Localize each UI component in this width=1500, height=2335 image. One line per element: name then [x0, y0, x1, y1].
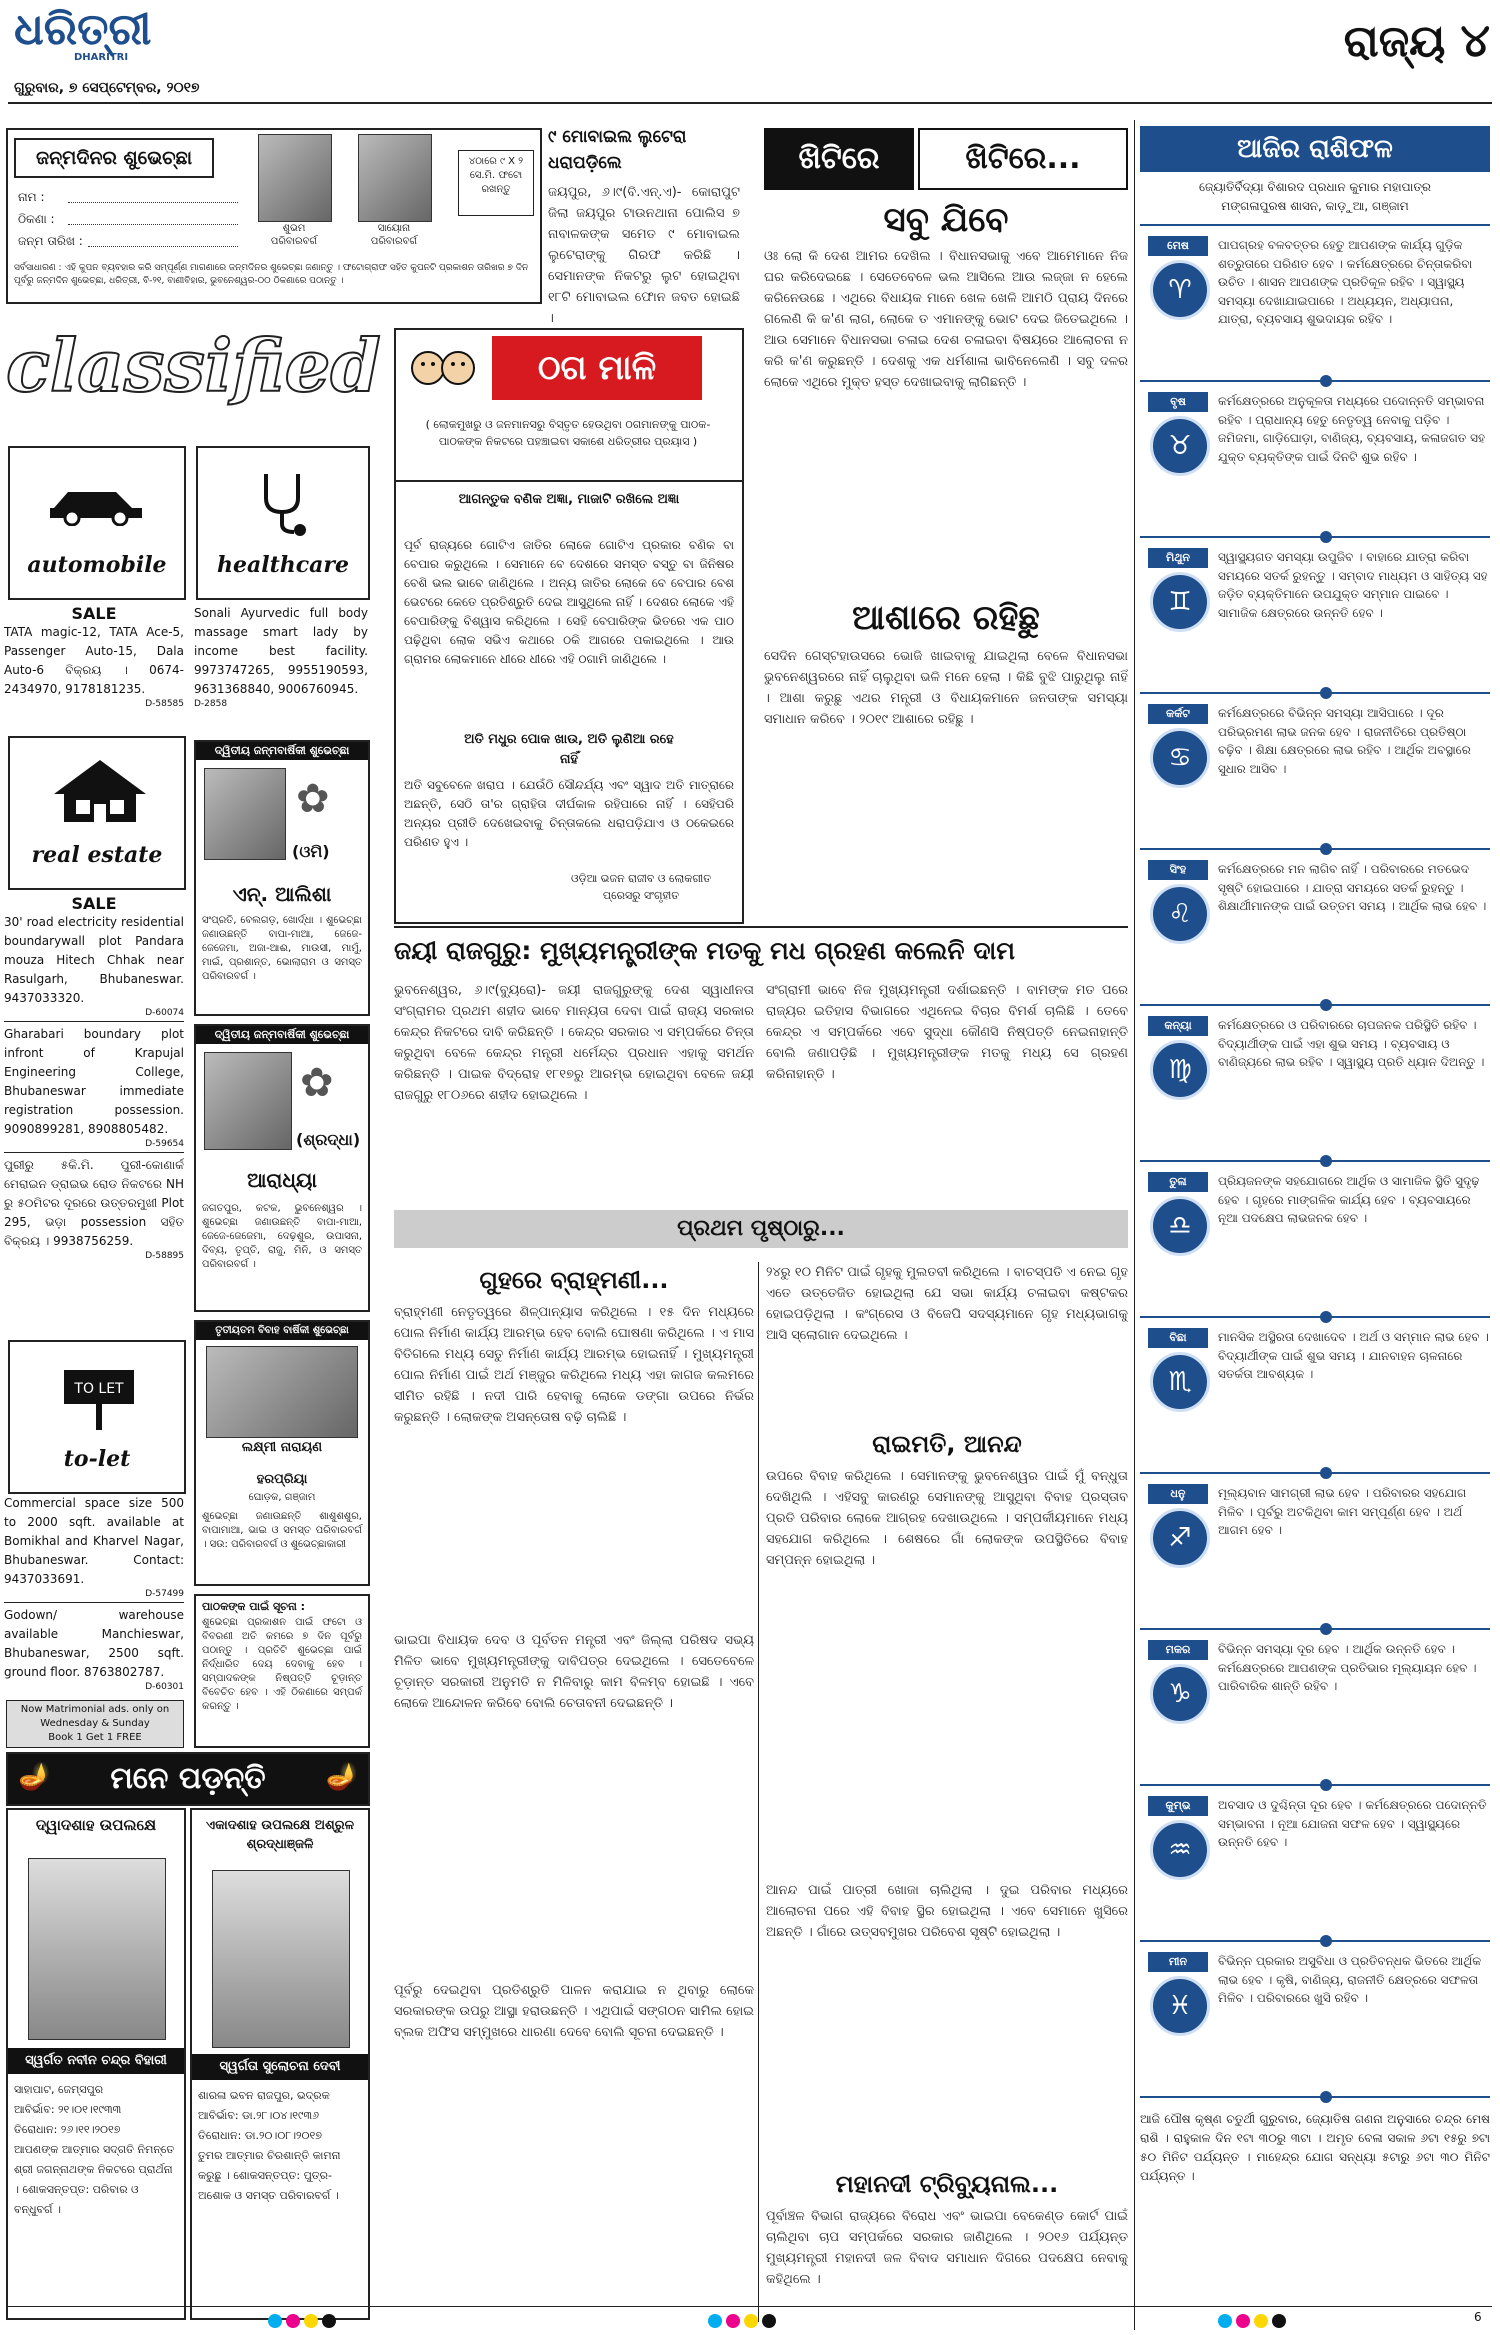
dob-field[interactable] — [88, 246, 238, 247]
section-title — [1250, 8, 1490, 78]
rashi-entry — [1140, 1796, 1490, 1951]
registration-mark-magenta — [1236, 2314, 1250, 2328]
rashi-divider-dot — [1320, 375, 1332, 387]
registration-mark-cyan — [1218, 2314, 1232, 2328]
section-name: ରାଜ୍ୟ — [1343, 16, 1446, 67]
to-let-ad-1: Commercial space size 500 to 2000 sqft. available at Bomikhal and Kharvel Nagar, Bhubaneswar. Contact: 9437033691. — [4, 1496, 184, 1586]
obituary-right-heading: ଏକାଦଶାହ ଉପଲକ୍ଷେ ଅଶ୍ରୁଳ ଶ୍ରଦ୍ଧାଞ୍ଜଳି — [206, 1818, 354, 1852]
greeting-1-photo — [204, 768, 286, 860]
goat-icon: ♑ — [1150, 1664, 1210, 1724]
rashifal-header: ଆଜିର ରାଶିଫଳ — [1140, 126, 1490, 172]
automobile-label: automobile — [27, 552, 167, 578]
khitire-body-1: ଓଃ ଲୋ କି ଦେଶ ଆମର ଦେଖିଲ । ବିଧାନସଭାକୁ ଏବେ ଆମେମାନେ ନିଜ ଘର କରିଦେଇଛେ । ସେତେବେଳେ ଭଲ ଆସିଲେ ଆଉ ଲଜ୍ଜା ନ ହେଲେ କରିନେଉଛେ । ଏଥିରେ ବିଧାୟକ ମାନେ ଖେଳ ଖେଳି ଆମଠି ପ୍ରାୟ ଦିନରେ ଗଲେଣି କି କ'ଣ ଲାଗ, ଲୋକେ ତ ଏମାନଙ୍କୁ ଭୋଟ ଦେଇ ଜିତେଇଥିଲେ । ଆଉ ସେମାନେ ବିଧାନସଭା ଚଳାଇ ଦେଶ ଚଳାଇବା ବିଷୟରେ ଆଲୋଚନା ନ କରି କ'ଣ କରୁଛନ୍ତି । ଦେଶକୁ ଏକ ଧର୍ମଶାଳା ଭାବିନେଲେଣି । ସବୁ ଦଳର ଲୋକେ ଏଥିରେ ମୁକ୍ତ ହସ୍ତ ଦେଖାଇବାକୁ ଲାଗିଛନ୍ତି । — [764, 249, 1128, 390]
address-field[interactable] — [68, 224, 238, 225]
svg-text:TO LET: TO LET — [74, 1381, 124, 1397]
main-news-headline: ଜୟୀ ରାଜଗୁରୁ: ମୁଖ୍ୟମନ୍ତ୍ରୀଙ୍କ ମତକୁ ମଧ ଗ୍ରହଣ କଲେନି ଦାମ — [394, 936, 1015, 965]
rashi-divider — [1140, 1784, 1490, 1786]
rashi-name: ମକର — [1148, 1640, 1208, 1660]
automobile-ad-text: TATA magic-12, TATA Ace-5, Passenger Auto-15, Dala Auto-6 ବିକ୍ରୟ । 0674-2434970, 9178181235. — [4, 625, 184, 696]
ad-divider — [4, 1602, 184, 1603]
greeting-3-photo — [206, 1346, 358, 1438]
to-let-sign-icon — [56, 1362, 146, 1432]
masthead-logo — [14, 4, 224, 64]
rashi-name: ମୀନ — [1148, 1952, 1208, 1972]
rashi-entry — [1140, 392, 1490, 547]
khitire-banner-left: ଖିଟିରେ — [764, 128, 914, 190]
rashi-text: କର୍ମକ୍ଷେତ୍ରରେ ବିଭିନ୍ନ ସମସ୍ୟା ଆସିପାରେ । ଦୂର ପରିଭ୍ରମଣ ଲାଭ ଜନକ ହେବ । ରାଜନୀତିରେ ପ୍ରତିଷ୍ଠା ବଢ଼ିବ । ଶିକ୍ଷା କ୍ଷେତ୍ରରେ ଲାଭ ରହିବ । ଆର୍ଥିକ ଅବସ୍ଥାରେ ସୁଧାର ଆସିବ । — [1218, 706, 1471, 776]
obituary-right-photo — [212, 1870, 350, 2048]
mobile-news-body: ଜୟପୁର, ୬।୯(ବି.ଏନ୍.ଏ)- କୋରାପୁଟ ଜିଲା ଜୟପୁର ଟାଉନଥାନା ପୋଲିସ ୭ ନାବାଳକଙ୍କ ସମେତ ୯ ମୋବାଇଲ ଲୁଟେରାଙ୍କୁ ଗିରଫ କରିଛି । ସେମାନଙ୍କ ନିକଟରୁ ଲୁଟ ହୋଇଥିବା ୧୮ଟି ମୋବାଇଲ ଫୋନ ଜବତ ହୋଇଛି । — [548, 185, 740, 326]
photo-2-caption: ସାୟୋନା ପରିବାରବର୍ଗ — [370, 223, 418, 247]
rashifal-rule — [1140, 224, 1490, 226]
prathama-body-6: ଆନନ୍ଦ ପାଇଁ ପାତ୍ରୀ ଖୋଜା ଚାଲିଥିଲା । ଦୁଇ ପରିବାର ମଧ୍ୟରେ ଆଲୋଚନା ପରେ ଏହି ବିବାହ ସ୍ଥିର ହୋଇଥିଲା । ଏବେ ସେମାନେ ଖୁସିରେ ଅଛନ୍ତି । ଗାଁରେ ଉତ୍ସବମୁଖର ପରିବେଶ ସୃଷ୍ଟି ହୋଇଥିଲା । — [766, 1883, 1128, 1940]
khitire-body-2: ସେଦିନ ଗେସ୍ଟହାଉସରେ ଭୋଜି ଖାଇବାକୁ ଯାଇଥିଲା ବେଳେ ବିଧାନସଭା ଭୁବନେଶ୍ୱରରେ ନାହିଁ ଚାଲୁଥିବା ଭଳି ମନେ ହେଲା । କିଛି ବୁଝି ପାରୁଥିଲୁ ନାହିଁ । ଆଶା କରୁଛୁ ଏଥର ମନ୍ତ୍ରୀ ଓ ବିଧାୟକମାନେ ଜନତାଙ୍କ ସମସ୍ୟା ସମାଧାନ କରିବେ । ୨୦୧୯ ଆଶାରେ ରହିଛୁ । — [764, 649, 1128, 727]
khitire-headline-1: ସବୁ ଯିବେ — [883, 200, 1009, 240]
crab-icon: ♋ — [1150, 728, 1210, 788]
car-icon — [46, 478, 146, 518]
thagamali-rule — [396, 480, 742, 482]
reader-note-text: ଶୁଭେଚ୍ଛା ପ୍ରକାଶନ ପାଇଁ ଫଟୋ ଓ ବିବରଣୀ ଅତି କମରେ ୭ ଦିନ ପୂର୍ବରୁ ପଠାନ୍ତୁ । ପ୍ରତିଟି ଶୁଭେଚ୍ଛା ପାଇଁ ନିର୍ଦ୍ଧାରିତ ଦେୟ ଦେବାକୁ ହେବ । ସମ୍ପାଦକଙ୍କ ନିଷ୍ପତ୍ତି ଚୂଡ଼ାନ୍ତ ବିବେଚିତ ହେବ । ଏହି ଠିକଣାରେ ସମ୍ପର୍କ କରନ୍ତୁ । — [202, 1617, 362, 1712]
rashi-divider — [1140, 1472, 1490, 1474]
rashi-name: ମିଥୁନ — [1148, 548, 1208, 568]
healthcare-ad — [194, 604, 368, 736]
real-estate-ad-3: ପୁରୀରୁ ୫କି.ମି. ପୁରୀ-କୋଣାର୍କ ମେରାଇନ ଡ୍ରାଇଭ ରୋଡ ନିକଟରେ NH ରୁ ୫୦ମିଟର ଦୂରରେ ଉତ୍ତରମୁଖୀ Plot 295, ଭଡ଼ା possession ସହିତ ବିକ୍ରୟ । 9938756259. — [4, 1158, 184, 1248]
rashi-divider-dot — [1320, 687, 1332, 699]
greeting-2-title: ଦ୍ୱିତୀୟ ଜନ୍ମବାର୍ଷିକୀ ଶୁଭେଚ୍ଛା — [196, 1026, 368, 1044]
rashi-text: ଅବସାଦ ଓ ଦୁଶ୍ଚିନ୍ତା ଦୂର ହେବ । କର୍ମକ୍ଷେତ୍ରରେ ପଦୋନ୍ନତି ସମ୍ଭାବନା । ନୂଆ ଯୋଜନା ସଫଳ ହେବ । ସ୍ୱାସ୍ଥ୍ୟରେ ଉନ୍ନତି ହେବ । — [1218, 1798, 1487, 1849]
prathama-headline-1: ଗୁହରେ ବ୍ରାହ୍ମଣୀ... — [479, 1266, 669, 1294]
prathama-banner: ପ୍ରଥମ ପୃଷ୍ଠାରୁ... — [394, 1210, 1128, 1248]
column-divider — [758, 1262, 759, 2322]
ad-divider — [4, 1021, 184, 1022]
obituary-right-text: ଶାରଳା ଭବନ ରାଜପୁର, ଭଦ୍ରକ ଆବିର୍ଭାବ: ଡା.୨୮।୦୪।୧୯୩୬ ତିରୋଧାନ: ଡା.୨୦।୦୮।୨୦୧୭ ତୁମର ଆତ୍ମାର ଚିରଶାନ୍ତି କାମନା କରୁଛୁ । ଶୋକସନ୍ତପ୍ତ: ପୁତ୍ର-ଅଶୋକ ଓ ସମସ୍ତ ପରିବାରବର୍ଗ । — [198, 2089, 341, 2202]
to-let-ads — [4, 1494, 184, 1694]
greeting-2-photo — [204, 1052, 292, 1150]
thagamali-credit: ଓଡ଼ିଆ ଭଜନ ରାଜୀବ ଓ ଲୋକଗୀତ ପ୍ରେସରୁ ସଂଗୃହୀତ — [570, 872, 712, 902]
greeting-3-name-2: ହରପ୍ରିୟା — [256, 1472, 308, 1487]
main-news-rule-top — [394, 926, 1128, 928]
rashi-divider-dot — [1320, 1155, 1332, 1167]
greeting-1-title: ଦ୍ୱିତୀୟ ଜନ୍ମବାର୍ଷିକୀ ଶୁଭେଚ୍ଛା — [196, 742, 368, 760]
to-let-label: to-let — [63, 1446, 131, 1472]
rashi-divider — [1140, 1940, 1490, 1942]
thagamali-box — [394, 328, 744, 924]
prathama-body-2: ଭାଇପା ବିଧାୟକ ଦେବ ଓ ପୂର୍ବତନ ମନ୍ତ୍ରୀ ଏବଂ ଜିଲ୍ଲା ପରିଷଦ ସଭ୍ୟ ମିଳିତ ଭାବେ ମୁଖ୍ୟମନ୍ତ୍ରୀଙ୍କୁ ଦାବିପତ୍ର ଦେଇଥିଲେ । ସେତେବେଳେ ଚୂଡ଼ାନ୍ତ ସରକାରୀ ଅନୁମତି ନ ମିଳିବାରୁ କାମ ବିଳମ୍ବ ହୋଇଛି । ଏବେ ଲୋକେ ଆନ୍ଦୋଳନ କରିବେ ବୋଲି ଚେତାବନୀ ଦେଇଛନ୍ତି । — [394, 1633, 754, 1711]
water-bearer-icon: ♒ — [1150, 1820, 1210, 1880]
rashi-divider — [1140, 1316, 1490, 1318]
real-estate-ad-head: SALE — [71, 894, 117, 913]
panjika-text: ଆଜି ପୌଷ କୃଷ୍ଣ ଚତୁର୍ଥୀ ଗୁରୁବାର, ଜ୍ୟୋତିଷ ଗଣନା ଅନୁସାରେ ଚନ୍ଦ୍ର ମେଷ ରାଶି । ରାହୁକାଳ ଦିନ ୧ଟା ୩୦ରୁ ୩ଟା । ଅମୃତ ବେଳା ସକାଳ ୬ଟା ୧୫ରୁ ୭ଟା ୫୦ ମିନିଟ ପର୍ଯ୍ୟନ୍ତ । ମାହେନ୍ଦ୍ର ଯୋଗ ସନ୍ଧ୍ୟା ୫ଟାରୁ ୬ଟା ୩୦ ମିନିଟ ପର୍ଯ୍ୟନ୍ତ । — [1140, 2112, 1490, 2183]
greeting-3-text: ଶୁଭେଚ୍ଛା ଜଣାଉଛନ୍ତି ଶାଶୁଶଶୁର, ବାପାମାଆ, ଭାଇ ଓ ସମସ୍ତ ପରିବାରବର୍ଗ । ସଉ: ପରିବାରବର୍ଗ ଓ ଶୁଭେଚ୍ଛାକାରୀ — [202, 1511, 362, 1550]
rashi-text: ପାପଗ୍ରହ ବଳବତ୍ତର ହେତୁ ଆପଣଙ୍କ କାର୍ଯ୍ୟ ଗୁଡ଼ିକ ଶତ୍ରୁତାରେ ପରିଣତ ହେବ । କର୍ମକ୍ଷେତ୍ରରେ ଚିନ୍ତାକରିବା ଉଚିତ । ଶାସନ ଆପଣଙ୍କ ପ୍ରତିକୂଳ ରହିବ । ସ୍ୱାସ୍ଥ୍ୟ ସମସ୍ୟା ଦେଖାଯାଇପାରେ । ଅଧ୍ୟୟନ, ଅଧ୍ୟାପନା, ଯାତ୍ରା, ବ୍ୟବସାୟ ଶୁଭଦାୟକ ରହିବ । — [1218, 238, 1473, 326]
rashi-divider — [1140, 692, 1490, 694]
registration-mark-black — [1272, 2314, 1286, 2328]
rashi-text: ବିଭିନ୍ନ ପ୍ରକାର ଅସୁବିଧା ଓ ପ୍ରତିବନ୍ଧକ ଭିତରେ ଆର୍ଥିକ ଲାଭ ହେବ । କୃଷି, ବାଣିଜ୍ୟ, ରାଜନୀତି କ୍ଷେତ୍ରରେ ସଫଳତା ମିଳିବ । ପରିବାରରେ ଖୁସି ରହିବ । — [1218, 1954, 1482, 2005]
obituary-left-heading: ଦ୍ୱାଦଶାହ ଉପଲକ୍ଷେ — [35, 1816, 157, 1834]
rashi-text: ବିଭିନ୍ନ ସମସ୍ୟା ଦୂର ହେବ । ଆର୍ଥିକ ଉନ୍ନତି ହେବ । କର୍ମକ୍ଷେତ୍ରରେ ଆପଣଙ୍କ ପ୍ରତିଭାର ମୂଲ୍ୟାୟନ ହେବ । ପାରିବାରିକ ଶାନ୍ତି ରହିବ । — [1218, 1642, 1477, 1693]
thagamali-sub-1: ଆଗନ୍ତୁକ ବଣିକ ଅଜ୍ଞା, ମାଜାଟି ରଖିଲେ ଅଜ୍ଞା — [458, 492, 680, 507]
address-label: ଠିକଣା : — [18, 212, 55, 226]
classified-header — [6, 316, 386, 426]
rashi-entry — [1140, 548, 1490, 703]
automobile-ad-head: SALE — [71, 604, 117, 623]
prathama-body-1: ବ୍ରାହ୍ମଣୀ ନେତୃତ୍ୱରେ ଶିଳ୍ପାନ୍ୟାସ କରିଥିଲେ । ୧୫ ଦିନ ମଧ୍ୟରେ ପୋଲ ନିର୍ମାଣ କାର୍ଯ୍ୟ ଆରମ୍ଭ ହେବ ବୋଲି ଘୋଷଣା କରିଥିଲେ । ଏ ମାସ ବିତିଗଲେ ମଧ୍ୟ ସେତୁ ନିର୍ମାଣ କାର୍ଯ୍ୟ ଆରମ୍ଭ ହୋଇନାହିଁ । ମୁଖ୍ୟମନ୍ତ୍ରୀ ପୋଲ ନିର୍ମାଣ ପାଇଁ ଅର୍ଥ ମଞ୍ଜୁର କରିଥିଲେ ମଧ୍ୟ ଏହା କାଗଜ କଲମରେ ସୀମିତ ରହିଛି । ନଦୀ ପାରି ହେବାକୁ ଲୋକେ ଡଙ୍ଗା ଉପରେ ନିର୍ଭର କରୁଛନ୍ତି । ଲୋକଙ୍କ ଅସନ୍ତୋଷ ବଢ଼ି ଚାଲିଛି । — [394, 1305, 754, 1425]
rashi-entry — [1140, 1016, 1490, 1171]
rashi-name: କୁମ୍ଭ — [1148, 1796, 1208, 1816]
rashi-text: ପ୍ରିୟଜନଙ୍କ ସହଯୋଗରେ ଆର୍ଥିକ ଓ ସାମାଜିକ ସ୍ଥିତି ସୁଦୃଢ଼ ହେବ । ଗୃହରେ ମାଙ୍ଗଳିକ କାର୍ଯ୍ୟ ହେବ । ବ୍ୟବସାୟରେ ନୂଆ ପଦକ୍ଷେପ ଲାଭଜନକ ହେବ । — [1218, 1174, 1480, 1225]
ram-icon: ♈ — [1150, 260, 1210, 320]
flower-icon: ✿ — [300, 1060, 334, 1106]
reader-note-title: ପାଠକଙ୍କ ପାଇଁ ସୂଚନା : — [202, 1600, 306, 1613]
scorpion-icon: ♏ — [1150, 1352, 1210, 1412]
archer-icon: ♐ — [1150, 1508, 1210, 1568]
automobile-box — [8, 446, 186, 600]
birthday-photo-1 — [258, 134, 332, 222]
rashi-name: କନ୍ୟା — [1148, 1016, 1208, 1036]
registration-mark-yellow — [744, 2314, 758, 2328]
rashifal-divider — [1134, 120, 1135, 2330]
healthcare-label: healthcare — [217, 552, 349, 578]
masthead-rule — [8, 102, 1492, 104]
flower-icon: ✿ — [296, 776, 330, 822]
logo-subtext: DHARITRI — [74, 52, 129, 63]
greeting-1-text: ସଂପ୍ରତି, ବେଲଗଡ଼, ଖୋର୍ଦ୍ଧା । ଶୁଭେଚ୍ଛା ଜଣାଉଛନ୍ତି ବାପା-ମାଆ, ଜେଜେ-ଜେଜେମା, ଅଜା-ଆଈ, ମାଉସୀ, ମାମୁଁ, ମାଇଁ, ପ୍ରଶାନ୍ତ, ଭୋଲାରାମ ଓ ସମସ୍ତ ପରିବାରବର୍ଗ । — [202, 915, 362, 982]
registration-mark-yellow — [1254, 2314, 1268, 2328]
registration-marks — [0, 2312, 1500, 2332]
rashi-divider — [1140, 1004, 1490, 1006]
prathama-body-3: ପୂର୍ବରୁ ଦେଇଥିବା ପ୍ରତିଶ୍ରୁତି ପାଳନ କରାଯାଇ ନ ଥିବାରୁ ଲୋକେ ସରକାରଙ୍କ ଉପରୁ ଆସ୍ଥା ହରାଉଛନ୍ତି । ଏଥିପାଇଁ ସଙ୍ଗଠନ ସାମିଲ ହୋଇ ବ୍ଲକ ଅଫିସ ସମ୍ମୁଖରେ ଧାରଣା ଦେବେ ବୋଲି ସୂଚନା ଦେଇଛନ୍ତି । — [394, 1983, 754, 2040]
house-icon — [50, 756, 150, 826]
to-let-box — [8, 1340, 186, 1494]
healthcare-box — [196, 446, 370, 600]
obituary-header — [6, 1752, 370, 1806]
greeting-2-nick: (ଶ୍ରଦ୍ଧା) — [296, 1130, 361, 1149]
rashi-name: ବୃଷ — [1148, 392, 1208, 412]
reader-note — [194, 1594, 370, 1748]
rashi-divider-dot — [1320, 999, 1332, 1011]
automobile-ad — [4, 604, 184, 734]
footer-rule — [8, 2306, 1492, 2307]
rashi-entry — [1140, 704, 1490, 859]
rashi-entry — [1140, 1484, 1490, 1639]
real-estate-ads — [4, 894, 184, 1334]
rashi-divider-dot — [1320, 531, 1332, 543]
prathama-headline-2: ରାଇମତି, ଆନନ୍ଦ — [872, 1430, 1022, 1458]
rashi-text: କର୍ମକ୍ଷେତ୍ରରେ ଅନୁକୂଳତା ମଧ୍ୟରେ ପଦୋନ୍ନତି ସମ୍ଭାବନା ରହିବ । ପ୍ରାଧାନ୍ୟ ହେତୁ ନେତୃତ୍ୱ ନେବାକୁ ପଡ଼ିବ । ଜମିଜମା, ଗାଡ଼ିଘୋଡ଼ା, ବାଣିଜ୍ୟ, ବ୍ୟବସାୟ, କଳାଜଗତ ସହ ଯୁକ୍ତ ବ୍ୟକ୍ତିଙ୍କ ପାଇଁ ଦିନଟି ଶୁଭ ରହିବ । — [1218, 394, 1485, 464]
rashi-name: ତୁଳା — [1148, 1172, 1208, 1192]
rashi-divider-dot — [1320, 1311, 1332, 1323]
rashi-text: ମୂଲ୍ୟବାନ ସାମଗ୍ରୀ ଲାଭ ହେବ । ପରିବାରର ସହଯୋଗ ମିଳିବ । ପୂର୍ବରୁ ଅଟକିଥିବା କାମ ସମ୍ପୂର୍ଣ୍ଣ ହେବ । ଅର୍ଥ ଆଗମ ହେବ । — [1218, 1486, 1467, 1537]
rashi-entry — [1140, 1328, 1490, 1483]
obituary-left-text: ସାହାପାଟ, ଜେମ୍ସପୁର ଆବିର୍ଭାବ: ୨୧।୦୧।୧୯୩୩ ତିରୋଧାନ: ୨୬।୧୧।୨୦୧୭ ଆପଣଙ୍କ ଆତ୍ମାର ସଦ୍‌ଗତି ନିମନ୍ତେ ଶ୍ରୀ ଜଗନ୍ନାଥଙ୍କ ନିକଟରେ ପ୍ରାର୍ଥନା । ଶୋକସନ୍ତପ୍ତ: ପରିବାର ଓ ବନ୍ଧୁବର୍ଗ । — [14, 2083, 175, 2216]
rashi-text: କର୍ମକ୍ଷେତ୍ରରେ ମନ ଲାଗିବ ନାହିଁ । ପରିବାରରେ ମତଭେଦ ସୃଷ୍ଟି ହୋଇପାରେ । ଯାତ୍ରା ସମୟରେ ସତର୍କ ରୁହନ୍ତୁ । ଶିକ୍ଷାର୍ଥୀମାନଙ୍କ ପାଇଁ ଉତ୍ତମ ସମୟ । ଆର୍ଥିକ ଲାଭ ହେବ । — [1218, 862, 1487, 913]
footer-page-number: 6 — [1474, 2310, 1482, 2324]
automobile-ad-code: D-58585 — [145, 699, 184, 709]
rashi-divider — [1140, 848, 1490, 850]
healthcare-ad-text: Sonali Ayurvedic full body massage smart lady by income best facility. 9973747265, 9955190593, 9631368840, 9006760945. — [194, 606, 368, 696]
khitire-banner — [764, 128, 1128, 190]
page-number: ୪ — [1460, 13, 1490, 67]
obituary-left — [6, 1808, 186, 2320]
greeting-2 — [194, 1024, 370, 1312]
khitire-banner-right: ଖିଟିରେ... — [918, 128, 1128, 190]
greeting-3-title: ତୃତୀୟତମ ବିବାହ ବାର୍ଷିକୀ ଶୁଭେଚ୍ଛା — [196, 1322, 368, 1340]
rashi-divider — [1140, 380, 1490, 382]
virgo-icon: ♍ — [1150, 1040, 1210, 1100]
healthcare-ad-code: D-2858 — [194, 699, 228, 709]
rashi-text: ସ୍ୱାସ୍ଥ୍ୟଗତ ସମସ୍ୟା ଉପୁଜିବ । ବାହାରେ ଯାତ୍ରା କରିବା ସମୟରେ ସତର୍କ ରୁହନ୍ତୁ । ସମ୍ବାଦ ମାଧ୍ୟମ ଓ ସାହିତ୍ୟ ସହ ଜଡ଼ିତ ବ୍ୟକ୍ତିମାନେ ଉପଯୁକ୍ତ ସମ୍ମାନ ପାଇବେ । ସାମାଜିକ କ୍ଷେତ୍ରରେ ଉନ୍ନତି ହେବ । — [1218, 550, 1488, 620]
thagamali-body-1: ପୂର୍ବ ରାଜ୍ୟରେ ଗୋଟିଏ ଜାତିର ଲୋକେ ଗୋଟିଏ ପ୍ରକାର ବଣିକ ବା ବେପାର କରୁଥିଲେ । ସେମାନେ ବେ ଦେଶରେ ସମସ୍ତ ବସ୍ତୁ ବା ଜିନିଷର ବେଶି ଭଲ ଭାବେ ଜାଣିଥିଲେ । ଅନ୍ୟ ଜାତିର ଲୋକେ ବେ ବେପାର ବେଶ ଭେଟରେ କେତେ ପ୍ରତିଶ୍ରୁତି ଦେଇ ଆସୁଥିଲେ ନାହିଁ । ଦେଶର ଲୋକେ ଏହି ବେପାରିଙ୍କୁ ବିଶ୍ୱାସ କରିଥିଲେ । ସେହି ବେପାରିଙ୍କ ଭିତରେ ଏକ ପାଠ ପଢ଼ିଥିବା ଲୋକ ସଭିଏ କଥାରେ ଠକି ଆଗରେ ପକାଇଥିଲେ । ଆଉ ଗ୍ରାମର ଲୋକମାନେ ଧୀରେ ଧୀରେ ଏହି ଠଗାମି ଜାଣିଥିଲେ । — [404, 538, 734, 666]
rashi-name: ଧନୁ — [1148, 1484, 1208, 1504]
stethoscope-icon — [248, 468, 318, 538]
rashi-text: ମାନସିକ ଅସ୍ଥିରତା ଦେଖାଦେବ । ଅର୍ଥ ଓ ସମ୍ମାନ ଲାଭ ହେବ । ବିଦ୍ୟାର୍ଥୀଙ୍କ ପାଇଁ ଶୁଭ ସମୟ । ଯାନବାହନ ଚାଳନାରେ ସତର୍କତା ଆବଶ୍ୟକ । — [1218, 1330, 1489, 1381]
rashi-divider-dot — [1320, 2091, 1332, 2103]
rashi-name: ମେଷ — [1148, 236, 1208, 256]
greeting-2-name: ଆରାଧ୍ୟା — [247, 1168, 317, 1192]
real-estate-ad-1-code: D-60074 — [145, 1008, 184, 1018]
classified-title: classified — [6, 323, 381, 408]
to-let-ad-2-code: D-60301 — [145, 1682, 184, 1692]
lion-icon: ♌ — [1150, 884, 1210, 944]
rashi-divider — [1140, 1628, 1490, 1630]
registration-mark-black — [762, 2314, 776, 2328]
thagamali-body-2: ଅତି ସବୁବେଳେ ଖରାପ । ଯେଉଁଠି ସୌନ୍ଦର୍ଯ୍ୟ ଏବଂ ସ୍ୱାଦ ଅତି ମାତ୍ରାରେ ଅଛନ୍ତି, ସେଠି ତା'ର ଗ୍ରାହିତା ଦୀର୍ଘକାଳ ରହିପାରେ ନାହିଁ । ସେହିପରି ଅନ୍ୟର ପ୍ରୀତି ଦେଖେଇବାକୁ ଚିନ୍ତାକଲେ ଧରାପଡ଼ିଯାଏ ଓ ଠକେଇରେ ପରିଣତ ହୁଏ । — [404, 778, 734, 849]
mobile-news-headline: ୯ ମୋବାଇଲ ଲୁଟେରା ଧରାପଡ଼ିଲେ — [548, 127, 687, 173]
rashi-divider — [1140, 1160, 1490, 1162]
rashi-divider-dot — [1320, 1623, 1332, 1635]
logo-text: ଧରିତ୍ରୀ — [14, 4, 152, 55]
masthead-date: ଗୁରୁବାର, ୭ ସେପ୍ଟେମ୍ବର, ୨୦୧୭ — [14, 80, 200, 96]
rashi-entry — [1140, 236, 1490, 391]
thagamali-intro: ( ଲୋକମୁଖରୁ ଓ ଜନମାନସରୁ ବିସ୍ତୃତ ହେଉଥିବା ଠଗମାନଙ୍କୁ ପାଠକ-ପାଠକଙ୍କ ନିକଟରେ ପହଞ୍ଚାଇବା ସକାଶେ ଧରିତ୍ରୀର ପ୍ରୟାସ ) — [425, 418, 711, 448]
greeting-3 — [194, 1320, 370, 1586]
registration-mark-magenta — [726, 2314, 740, 2328]
dob-label: ଜନ୍ମ ତାରିଖ : — [18, 234, 83, 248]
rashi-divider-dot — [1320, 1935, 1332, 1947]
prathama-body-4: ୨୪ରୁ ୧୦ ମିନିଟ ପାଇଁ ଗୃହକୁ ମୁଲତବୀ କରିଥିଲେ । ବାଚସ୍ପତି ଏ ନେଇ ଗୃହ ଏତେ ଉତ୍ତେଜିତ ହୋଇଥିଲା ଯେ ସଭା କାର୍ଯ୍ୟ ଚଳାଇବା କଷ୍ଟକର ହୋଇପଡ଼ିଥିଲା । କଂଗ୍ରେସ ଓ ବିଜେପି ସଦସ୍ୟମାନେ ଗୃହ ମଧ୍ୟଭାଗକୁ ଆସି ସ୍ଲୋଗାନ ଦେଇଥିଲେ । — [766, 1265, 1128, 1343]
prathama-headline-3: ମହାନଦୀ ଟ୍ରିବ୍ୟୁନାଲ... — [766, 2166, 1128, 2202]
registration-mark-cyan — [268, 2314, 282, 2328]
rashi-name: କର୍କଟ — [1148, 704, 1208, 724]
greeting-3-name-1: ଲକ୍ଷ୍ମୀ ନାରାୟଣ — [241, 1440, 323, 1455]
real-estate-ad-2: Gharabari boundary plot infront of Krapujal Engineering College, Bhubaneswar immediate registration possession. 9090899281, 8908805482. — [4, 1027, 184, 1136]
prathama-body-7: ପୂର୍ବାଞ୍ଚଳ ବିଭାଗ ରାଜ୍ୟରେ ବିରୋଧ ଏବଂ ଭାଇପା ବେକେଣ୍ଡ କୋର୍ଟ ପାଇଁ ଚାଲିଥିବା ଚାପ ସମ୍ପର୍କରେ ସରକାର ଜାଣିଥିଲେ । ୨୦୧୬ ପର୍ଯ୍ୟନ୍ତ ମୁଖ୍ୟମନ୍ତ୍ରୀ ମହାନଦୀ ଜଳ ବିବାଦ ସମାଧାନ ଦିଗରେ ପଦକ୍ଷେପ ନେବାକୁ କହିଥିଲେ । — [766, 2209, 1128, 2287]
rashifal-astrologer: ଜ୍ୟୋତିର୍ବିଦ୍ୟା ବିଶାରଦ ପ୍ରଧାନ କୁମାର ମହାପାତ୍ର ମଙ୍ଗଳାପୁରଷ ଶାସନ, କାଡ଼ୁଆ, ଗଞ୍ଜାମ — [1199, 180, 1431, 213]
rashi-entry — [1140, 1172, 1490, 1327]
rashi-divider-dot — [1320, 1779, 1332, 1791]
real-estate-label: real estate — [31, 842, 163, 868]
rashi-divider — [1140, 2096, 1490, 2098]
real-estate-box — [8, 736, 186, 890]
obituary-title: ମନେ ପଡ଼ନ୍ତି — [110, 1761, 266, 1796]
fish-icon: ♓ — [1150, 1976, 1210, 2036]
real-estate-ad-1: 30' road electricity residential boundarywall plot Pandara mouza Hitech Chhak near Rasulgarh, Bhubaneswar. 9437033320. — [4, 915, 184, 1005]
rashi-text: କର୍ମକ୍ଷେତ୍ରରେ ଓ ପରିବାରରେ ଚାପଜନକ ପରିସ୍ଥିତି ରହିବ । ବିଦ୍ୟାର୍ଥୀଙ୍କ ପାଇଁ ଏହା ଶୁଭ ସମୟ । ବ୍ୟବସାୟ ଓ ବାଣିଜ୍ୟରେ ଲାଭ ରହିବ । ସ୍ୱାସ୍ଥ୍ୟ ପ୍ରତି ଧ୍ୟାନ ଦିଅନ୍ତୁ । — [1218, 1018, 1485, 1069]
obituary-right-name: ସ୍ୱର୍ଗତା ସୁଲୋଚନା ଦେବୀ — [192, 2054, 368, 2080]
rashi-entry — [1140, 1640, 1490, 1795]
to-let-ad-2: Godown/ warehouse available Manchieswar, Bhubaneswar, 2500 sqft. ground floor. 8763802787. — [4, 1608, 184, 1679]
obituary-right — [190, 1808, 370, 2320]
main-news-left: ଭୁବନେଶ୍ୱର, ୬।୯(ବ୍ୟୁରୋ)- ଜୟୀ ରାଜଗୁରୁଙ୍କୁ ଦେଶ ସ୍ୱାଧୀନତା ସଂଗ୍ରାମର ପ୍ରଥମ ଶହୀଦ ଭାବେ ମାନ୍ୟତା ଦେବା ପାଇଁ ରାଜ୍ୟ ସରକାର କେନ୍ଦ୍ର ନିକଟରେ ଦାବି କରିଛନ୍ତି । କେନ୍ଦ୍ର ସରକାର ଏ ସମ୍ପର୍କରେ ଚିନ୍ତା କରୁଥିବା ବେଳେ କେନ୍ଦ୍ର ମନ୍ତ୍ରୀ ଧର୍ମେନ୍ଦ୍ର ପ୍ରଧାନ ଏହାକୁ ସମର୍ଥନ କରିଛନ୍ତି । ପାଇକ ବିଦ୍ରୋହ ୧୮୧୭ରୁ ଆରମ୍ଭ ହୋଇଥିବା ବେଳେ ଜୟୀ ରାଜଗୁରୁ ୧୮୦୬ରେ ଶହୀଦ ହୋଇଥିଲେ । — [394, 983, 754, 1103]
to-let-ad-1-code: D-57499 — [145, 1589, 184, 1599]
photo-1-caption: ଶୁଭମ ପରିବାରବର୍ଗ — [270, 223, 318, 247]
real-estate-ad-2-code: D-59654 — [145, 1139, 184, 1149]
matrimonial-notice: Now Matrimonial ads. only on Wednesday & Sunday Book 1 Get 1 FREE — [6, 1700, 184, 1748]
registration-mark-black — [322, 2314, 336, 2328]
lamp-icon: 🪔 — [325, 1762, 358, 1792]
real-estate-ad-3-code: D-58895 — [145, 1251, 184, 1261]
photo-size-note: ୪ଠାରେ ୯ X ୨ ସେ.ମି. ଫଟୋ ରଖନ୍ତୁ — [458, 150, 534, 216]
registration-mark-cyan — [708, 2314, 722, 2328]
cartoon-faces-icon — [408, 340, 478, 400]
prathama-body-5: ଉପରେ ବିବାହ କରିଥିଲେ । ସେମାନଙ୍କୁ ଭୁବନେଶ୍ୱର ପାଇଁ ମୁଁ ବନ୍ଧୁତା ଦେଖିଥିଲି । ଏହିସବୁ କାରଣରୁ ସେମାନଙ୍କୁ ଆସୁଥିବା ବିବାହ ପ୍ରସ୍ତାବ ପ୍ରତି ପରିବାର ଲୋକେ ଆଗ୍ରହ ଦେଖାଉଥିଲେ । ସମ୍ପର୍କୀୟମାନେ ମଧ୍ୟ ସହଯୋଗ କରିଥିଲେ । ଶେଷରେ ଗାଁ ଲୋକଙ୍କ ଉପସ୍ଥିତିରେ ବିବାହ ସମ୍ପନ୍ନ ହୋଇଥିଲା । — [766, 1469, 1128, 1568]
rashi-entry — [1140, 1952, 1490, 2107]
name-label: ନାମ : — [18, 190, 45, 204]
thagamali-title: ଠଗ ମାଳି — [492, 336, 702, 400]
birthday-form — [6, 128, 542, 304]
greeting-1 — [194, 740, 370, 1016]
registration-mark-yellow — [304, 2314, 318, 2328]
ad-divider — [4, 1152, 184, 1153]
bull-icon: ♉ — [1150, 416, 1210, 476]
registration-mark-magenta — [286, 2314, 300, 2328]
greeting-3-place: ଘୋଡ଼କ, ଗଞ୍ଜାମ — [248, 1492, 316, 1503]
khitire-headline-2: ଆଶାରେ ରହିଛୁ — [852, 598, 1040, 638]
main-news-right: ସଂଗ୍ରାମୀ ଭାବେ ନିଜ ମୁଖ୍ୟମନ୍ତ୍ରୀ ଦର୍ଶାଇଛନ୍ତି । ବାମଙ୍କ ମତ ପରେ ରାଜ୍ୟର ଇତିହାସ ବିଭାଗରେ ଏଥିନେଇ ବିଚାର ବିମର୍ଶ ଚାଲିଛି । ତେବେ କେନ୍ଦ୍ର ଏ ସମ୍ପର୍କରେ ଏବେ ସୁଦ୍ଧା କୌଣସି ନିଷ୍ପତ୍ତି ନେଇନାହାନ୍ତି ବୋଲି ଜଣାପଡ଼ିଛି । ମୁଖ୍ୟମନ୍ତ୍ରୀଙ୍କ ମତକୁ ମଧ୍ୟ ସେ ଗ୍ରହଣ କରିନାହାନ୍ତି । — [766, 983, 1128, 1082]
rashi-name: ସିଂହ — [1148, 860, 1208, 880]
thagamali-sub-2: ଅତି ମଧୁର ପୋକ ଖାଉ, ଅତି ଲୁଣିଆ ରହେ ନାହିଁ — [464, 732, 674, 767]
birthday-form-note: ସର୍ବସାଧାରଣ : ଏହି କୁପନ ବ୍ୟବହାର କରି ସମ୍ପୂର୍ଣ୍ଣ ମାଗଣାରେ ଜନ୍ମଦିନର ଶୁଭେଚ୍ଛା ଜଣାନ୍ତୁ । ଫଟୋଗ୍ରାଫ ସହିତ କୁପନଟି ପ୍ରକାଶନ ତାରିଖର ୭ ଦିନ ପୂର୍ବରୁ ଜନ୍ମଦିନ ଶୁଭେଚ୍ଛା, ଧରିତ୍ରୀ, ବି-୨୧, ବାଣୀବିହାର, ଭୁବନେଶ୍ୱର-୦୦ ଠିକଣାରେ ପଠାନ୍ତୁ । — [14, 263, 529, 286]
rashi-divider-dot — [1320, 1467, 1332, 1479]
obituary-left-photo — [28, 1858, 166, 2040]
greeting-2-text: ଜଗତପୁର, କଟକ, ଭୁବନେଶ୍ୱର । ଶୁଭେଚ୍ଛା ଜଣାଉଛନ୍ତି ବାପା-ମାଆ, ଜେଜେ-ଜେଜେମା, ଦେଢ଼ଶୁର, ଉପାସନା, ଦିବ୍ୟ, ତୃପ୍ତି, ରାଜୁ, ମିନି, ଓ ସମସ୍ତ ପରିବାରବର୍ଗ । — [202, 1203, 362, 1270]
rashi-divider-dot — [1320, 843, 1332, 855]
rashi-entry — [1140, 860, 1490, 1015]
birthday-form-title: ଜନ୍ମଦିନର ଶୁଭେଚ୍ଛା — [14, 138, 214, 178]
greeting-1-nick: (ଓମି) — [292, 842, 330, 861]
scales-icon: ♎ — [1150, 1196, 1210, 1256]
rashi-divider — [1140, 536, 1490, 538]
greeting-1-name: ଏନ୍. ଆଲିଶା — [232, 882, 332, 906]
lamp-icon: 🪔 — [18, 1762, 51, 1792]
name-field[interactable] — [68, 202, 238, 203]
obituary-left-name: ସ୍ୱର୍ଗତ ନବୀନ ଚନ୍ଦ୍ର ବିହାରୀ — [8, 2048, 184, 2074]
birthday-photo-2 — [358, 134, 432, 222]
twins-icon: ♊ — [1150, 572, 1210, 632]
rashi-name: ବିଛା — [1148, 1328, 1208, 1348]
